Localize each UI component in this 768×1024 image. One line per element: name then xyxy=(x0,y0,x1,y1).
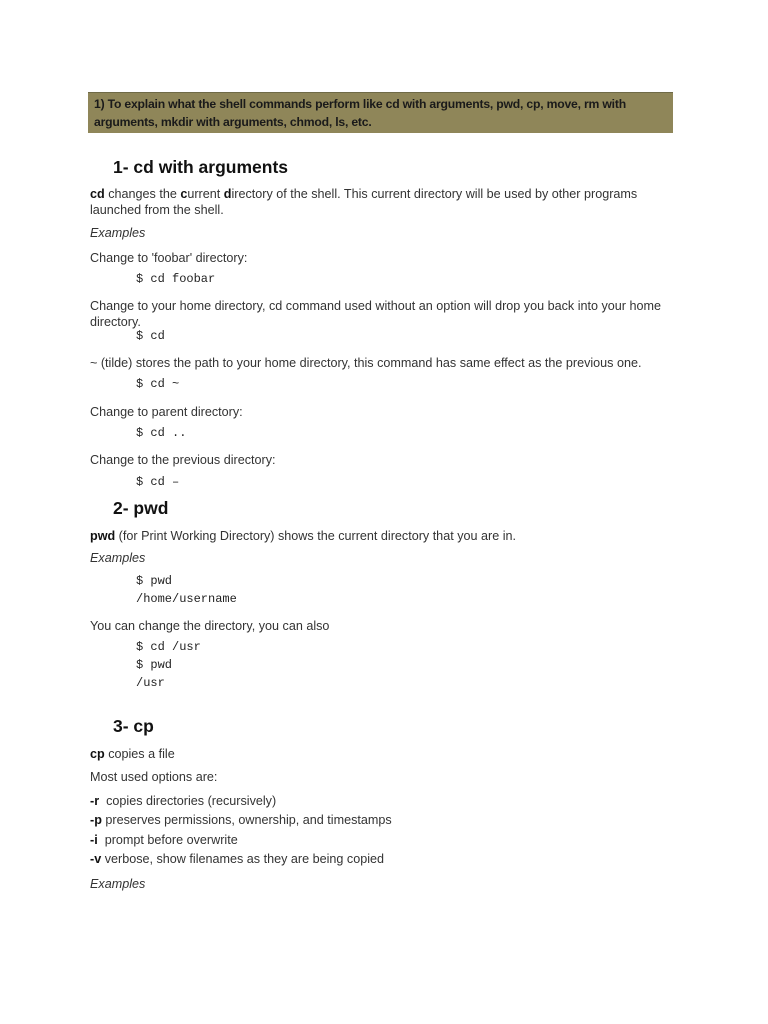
cd-example-2-code: $ cd xyxy=(136,329,165,343)
pwd-code2-line-1: $ cd /usr xyxy=(136,640,201,654)
cp-option-flag: -i xyxy=(90,833,98,847)
pwd-examples-label: Examples xyxy=(90,551,146,565)
section-heading-pwd: 2- pwd xyxy=(113,498,169,518)
cp-option-flag: -p xyxy=(90,813,102,827)
cd-example-4-code: $ cd .. xyxy=(136,426,187,440)
cp-option-p: -p preserves permissions, ownership, and timestamps xyxy=(90,813,392,827)
cd-example-3-text: ~ (tilde) stores the path to your home directory, this command has same effect as the previous one. xyxy=(90,356,642,370)
cd-examples-label: Examples xyxy=(90,226,146,240)
pwd-code-line-2: /home/username xyxy=(136,592,237,606)
cp-option-r: -r copies directories (recursively) xyxy=(90,794,277,808)
cp-intro-cmd: cp xyxy=(90,747,105,761)
section-heading-cd: 1- cd with arguments xyxy=(113,157,289,177)
pwd-text-2: You can change the directory, you can also xyxy=(90,619,330,633)
cd-example-5-code: $ cd – xyxy=(136,475,180,489)
cp-option-flag: -r xyxy=(90,794,100,808)
cp-examples-label: Examples xyxy=(90,877,146,891)
task-banner xyxy=(88,92,673,133)
pwd-intro-cmd: pwd xyxy=(90,529,116,543)
task-banner-text: 1) To explain what the shell commands perform like cd with arguments, pwd, cp, move, rm with arguments, mkdir with arguments, chmod, ls, etc. xyxy=(94,97,626,129)
cp-option-i: -i prompt before overwrite xyxy=(90,833,238,847)
cd-intro: cd changes the current directory of the shell. This current directory will be used by other programs launched from the shell. xyxy=(90,187,638,217)
pwd-intro: pwd (for Print Working Directory) shows the current directory that you are in. xyxy=(90,529,516,543)
cd-example-2-text: Change to your home directory, cd command used without an option will drop you back into your home directory. xyxy=(90,299,661,329)
pwd-code2-line-2: $ pwd xyxy=(136,658,173,672)
pwd-code2-line-3: /usr xyxy=(136,676,165,690)
cd-example-4-text: Change to parent directory: xyxy=(90,405,243,419)
cd-example-1-text: Change to 'foobar' directory: xyxy=(90,251,248,265)
section-heading-cp: 3- cp xyxy=(113,716,154,736)
cd-example-1-code: $ cd foobar xyxy=(136,272,216,286)
pwd-code-line-1: $ pwd xyxy=(136,574,173,588)
cp-options-label: Most used options are: xyxy=(90,770,218,784)
cp-option-v: -v verbose, show filenames as they are being copied xyxy=(90,852,385,866)
cd-example-5-text: Change to the previous directory: xyxy=(90,453,276,467)
cp-option-flag: -v xyxy=(90,852,102,866)
cp-intro: cp copies a file xyxy=(90,747,175,761)
cd-intro-cmd: cd xyxy=(90,187,105,201)
cd-example-3-code: $ cd ~ xyxy=(136,377,180,391)
